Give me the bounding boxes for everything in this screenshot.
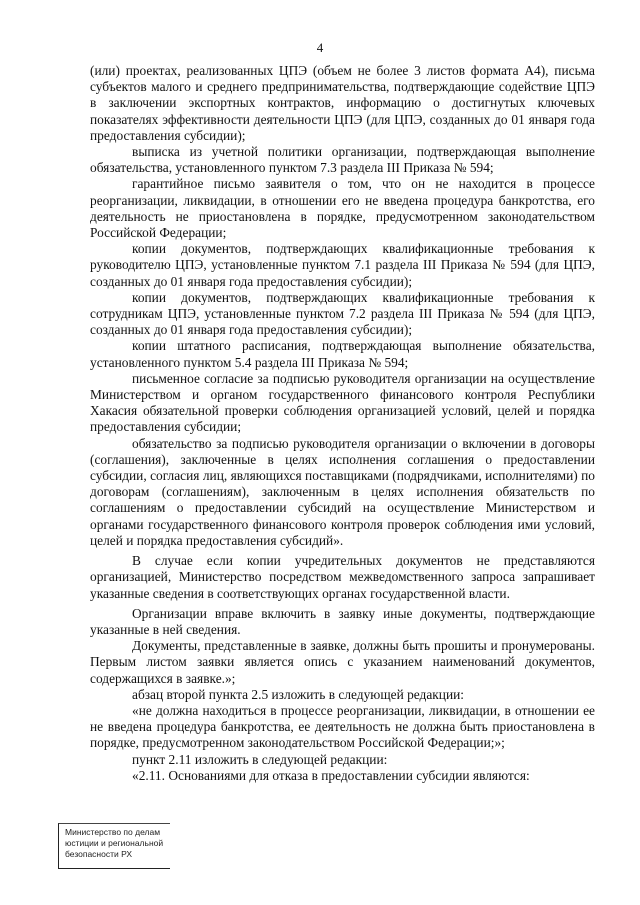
paragraph-staff-qualification: копии документов, подтверждающих квалификационные требования к сотрудникам ЦПЭ, установленные пунктом 7.2 раздела III Приказа № 594 (для ЦПЭ, созданных до 01 января года предоставления субсидии);: [90, 289, 595, 338]
paragraph-founding-documents: В случае если копии учредительных документов не представляются организацией, Министерство посредством межведомственного запроса запрашивает указанные сведения в соответствующих органах государственной власти.: [90, 553, 595, 601]
ministry-stamp: [58, 823, 170, 869]
paragraph-quote-2-11: «2.11. Основаниями для отказа в предоставлении субсидии являются:: [132, 767, 530, 783]
paragraph-accounting-policy: выписка из учетной политики организации, подтверждающая выполнение обязательства, установленного пунктом 7.3 раздела III Приказа № 594;: [90, 144, 595, 176]
paragraph-documents-bound: Документы, представленные в заявке, должны быть прошиты и пронумерованы. Первым листом заявки является опись с указанием наименований документов, содержащихся в заявке.»;: [90, 638, 595, 686]
document-body: [90, 63, 595, 784]
paragraph-obligation: обязательство за подписью руководителя организации о включении в договоры (соглашения), заключенные в целях исполнения соглашения о предоставлении субсидии, согласия лиц, являющихся поставщиками (подрядчиками, исполнителями) по договорам (соглашениям), заключенным в целях исполнения обязательств по соглашениям о предоставлении субсидий на осуществление Министерством и органами государственного финансового контроля проверок соблюдения ими условий, целей и порядка предоставления субсидий».: [90, 435, 595, 548]
stamp-line: юстиции и региональной: [65, 838, 164, 848]
paragraph-guarantee-letter: гарантийное письмо заявителя о том, что он не находится в процессе реорганизации, ликвидации, в отношении его не введена процедура банкротства, его деятельность не приостановлена в порядке, предусмотренном законодательством Российской Федерации;: [90, 176, 595, 241]
paragraph-amend-2-11: пункт 2.11 изложить в следующей редакции:: [132, 751, 388, 767]
paragraph-head-qualification: копии документов, подтверждающих квалификационные требования к руководителю ЦПЭ, установленные пунктом 7.1 раздела III Приказа № 594 (для ЦПЭ, созданных до 01 января года предоставления субсидии);: [90, 241, 595, 289]
paragraph-staff-schedule: копии штатного расписания, подтверждающая выполнение обязательства, установленного пунктом 5.4 раздела III Приказа № 594;: [90, 338, 595, 370]
stamp-line: Министерство по делам: [65, 827, 161, 837]
paragraph-quote-2-5: «не должна находиться в процессе реорганизации, ликвидации, в отношении ее не введена процедура банкротства, ее деятельность не должна быть приостановлена в порядке, предусмотренном законодательством Российской Федерации;»;: [90, 702, 595, 751]
page-number: 4: [316, 40, 324, 55]
paragraph-amend-2-5: абзац второй пункта 2.5 изложить в следующей редакции:: [132, 686, 465, 702]
paragraph-continuation: (или) проектах, реализованных ЦПЭ (объем не более 3 листов формата А4), письма субъектов малого и среднего предпринимательства, подтверждающие содействие ЦПЭ в заключении экспортных контрактов, информацию о достигнутых ключевых показателях эффективности деятельности ЦПЭ (для ЦПЭ, созданных до 01 января года предоставления субсидии);: [90, 63, 595, 143]
stamp-line: безопасности РХ: [65, 849, 133, 859]
paragraph-other-documents: Организации вправе включить в заявку иные документы, подтверждающие указанные в ней сведения.: [90, 605, 595, 637]
paragraph-written-consent: письменное согласие за подписью руководителя организации на осуществление Министерством и органом государственного финансового контроля Республики Хакасия обязательной проверки соблюдения организацией условий, целей и порядка предоставления субсидии;: [90, 370, 595, 435]
